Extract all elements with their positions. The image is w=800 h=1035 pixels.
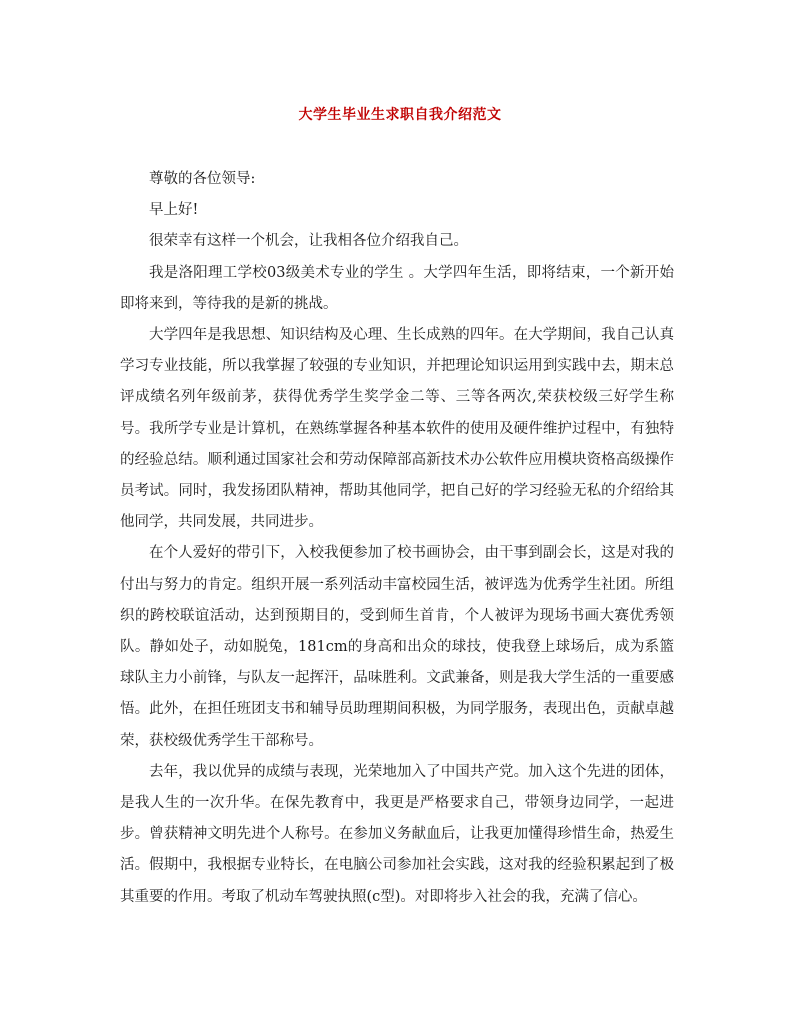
document-title: 大学生毕业生求职自我介绍范文 — [298, 107, 502, 123]
activities-paragraph: 在个人爱好的带引下，入校我便参加了校书画协会，由干事到副会长，这是对我的付出与努力的肯定。组织开展一系列活动丰富校园生活，被评选为优秀学生社团。所组织的跨校联谊活动，达到预期目的，受到师生首肯，个人被评为现场书画大赛优秀领队。静如处子，动如脱兔，181cm的身高和出众的球技，使我登上球场后，成为系篮球队主力小前锋，与队友一起挥汗，品味胜利。文武兼备，则是我大学生活的一重要感悟。此外，在担任班团支书和辅导员助理期间积极，为同学服务，表现出色，贡献卓越荣，获校级优秀学生干部称号。 — [120, 545, 674, 749]
greeting: 早上好! — [149, 202, 199, 219]
document-body — [120, 164, 674, 913]
background-paragraph: 我是洛阳理工学校03级美术专业的学生 。大学四年生活，即将结束，一个新开始即将来到，等待我的是新的挑战。 — [120, 264, 674, 312]
salutation: 尊敬的各位领导: — [149, 171, 256, 187]
achievements-paragraph: 去年，我以优异的成绩与表现，光荣地加入了中国共产党。加入这个先进的团体，是我人生的一次升华。在保先教育中，我更是严格要求自己，带领身边同学，一起进步。曾获精神文明先进个人称号。在参加义务献血后，让我更加懂得珍惜生命，热爱生活。假期中，我根据专业特长，在电脑公司参加社会实践，这对我的经验积累起到了极其重要的作用。考取了机动车驾驶执照(c型)。对即将步入社会的我，充满了信心。 — [120, 763, 674, 905]
study-paragraph: 大学四年是我思想、知识结构及心理、生长成熟的四年。在大学期间，我自己认真学习专业技能，所以我掌握了较强的专业知识，并把理论知识运用到实践中去，期末总评成绩名列年级前茅，获得优秀学生奖学金二等、三等各两次,荣获校级三好学生称号。我所学专业是计算机，在熟练掌握各种基本软件的使用及硬件维护过程中，有独特的经验总结。顺利通过国家社会和劳动保障部高新技术办公软件应用模块资格高级操作员考试。同时，我发扬团队精神，帮助其他同学，把自己好的学习经验无私的介绍给其他同学，共同发展，共同进步。 — [120, 327, 674, 531]
intro-paragraph: 很荣幸有这样一个机会，让我相各位介绍我自己。 — [149, 233, 468, 250]
